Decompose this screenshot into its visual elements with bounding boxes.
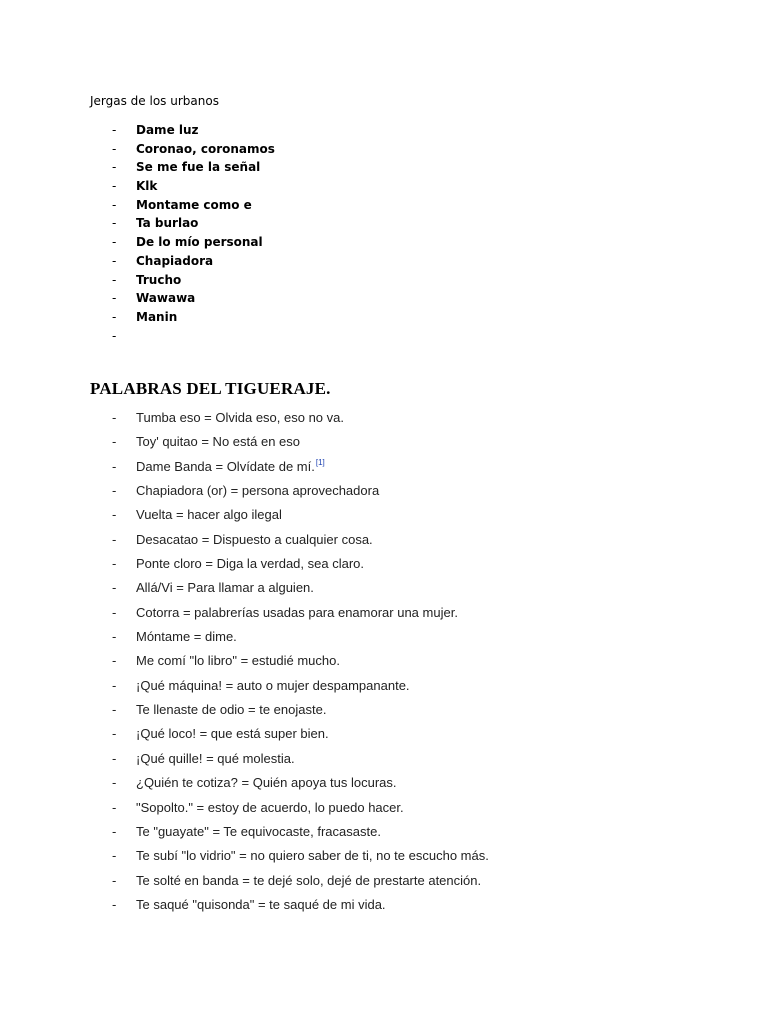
list-item-text: Klk (136, 179, 158, 194)
bullet-dash: - (112, 216, 117, 231)
bullet-dash: - (112, 179, 117, 194)
list-item-main-text: Dame Banda = Olvídate de mí. (136, 458, 315, 474)
list-item-text: Trucho (136, 272, 182, 287)
list-item-text: De lo mío personal (136, 235, 263, 250)
list-item-text: Manin (136, 309, 178, 324)
bullet-dash: - (112, 291, 117, 306)
bullet-dash: - (112, 272, 117, 287)
section-title-jergas: Jergas de los urbanos (90, 94, 219, 108)
bullet-dash: - (112, 775, 117, 791)
list-item-text: Te saqué "quisonda" = te saqué de mi vida. (136, 896, 386, 912)
bullet-dash: - (112, 580, 117, 596)
list-item-text: Montame como e (136, 197, 252, 212)
bullet-dash: - (112, 896, 117, 912)
bullet-dash: - (112, 823, 117, 839)
list-item-text: Me comí "lo libro" = estudié mucho. (136, 653, 340, 669)
bullet-dash: - (112, 556, 117, 572)
bullet-dash: - (112, 235, 117, 250)
list-item-text (136, 455, 325, 479)
bullet-dash: - (112, 434, 117, 450)
list-item-text: Wawawa (136, 291, 196, 306)
bullet-dash: - (112, 328, 117, 343)
bullet-dash: - (112, 653, 117, 669)
bullet-dash: - (112, 160, 117, 175)
bullet-dash: - (112, 799, 117, 815)
list-item-text: Desacatao = Dispuesto a cualquier cosa. (136, 531, 373, 547)
list-item-text: Vuelta = hacer algo ilegal (136, 507, 282, 523)
bullet-dash: - (112, 410, 117, 425)
list-item-text: ¡Qué quille! = qué molestia. (136, 750, 295, 766)
bullet-dash: - (112, 750, 117, 766)
footnote-link[interactable]: [1] (315, 458, 325, 468)
list-item-text: Te llenaste de odio = te enojaste. (136, 702, 327, 718)
list-item-text: ¿Quién te cotiza? = Quién apoya tus locuras. (136, 775, 397, 791)
bullet-dash: - (112, 507, 117, 523)
list-item-text: Toy' quitao = No está en eso (136, 434, 301, 450)
bullet-dash: - (112, 848, 117, 864)
list-item-text: Se me fue la señal (136, 160, 261, 175)
list-item-text: Ta burlao (136, 216, 199, 231)
bullet-dash: - (112, 123, 117, 137)
bullet-dash: - (112, 141, 117, 156)
bullet-dash: - (112, 309, 117, 324)
bullet-dash: - (112, 677, 117, 693)
list-item-text: Te "guayate" = Te equivocaste, fracasaste. (136, 823, 381, 839)
bullet-dash: - (112, 629, 117, 645)
list-item-text: ¡Qué máquina! = auto o mujer despampanante. (136, 677, 410, 693)
list-item-text: Te solté en banda = te dejé solo, dejé de prestarte atención. (136, 872, 482, 888)
bullet-dash: - (112, 702, 117, 718)
bullet-dash: - (112, 483, 117, 499)
list-item-text: Chapiadora (or) = persona aprovechadora (136, 483, 380, 499)
bullet-dash: - (112, 458, 117, 474)
bullet-dash: - (112, 604, 117, 620)
bullet-dash: - (112, 197, 117, 212)
bullet-dash: - (112, 253, 117, 268)
section-title-tigueraje: PALABRAS DEL TIGUERAJE. (90, 379, 331, 398)
list-item-text: "Sopolto." = estoy de acuerdo, lo puedo hacer. (136, 799, 404, 815)
bullet-dash: - (112, 726, 117, 742)
list-item-text: Ponte cloro = Diga la verdad, sea claro. (136, 556, 364, 572)
bullet-dash: - (112, 531, 117, 547)
list-item-text: Dame luz (136, 123, 199, 137)
list-item-text: Te subí "lo vidrio" = no quiero saber de ti, no te escucho más. (136, 848, 489, 864)
list-item-text: Coronao, coronamos (136, 141, 275, 156)
list-item-text: Chapiadora (136, 253, 214, 268)
list-item-text: Móntame = dime. (136, 629, 237, 645)
list-item-text: Allá/Vi = Para llamar a alguien. (136, 580, 314, 596)
list-item-text: ¡Qué loco! = que está super bien. (136, 726, 329, 742)
bullet-dash: - (112, 872, 117, 888)
list-item-text: Tumba eso = Olvida eso, eso no va. (136, 410, 344, 425)
list-item-text: Cotorra = palabrerías usadas para enamorar una mujer. (136, 604, 458, 620)
